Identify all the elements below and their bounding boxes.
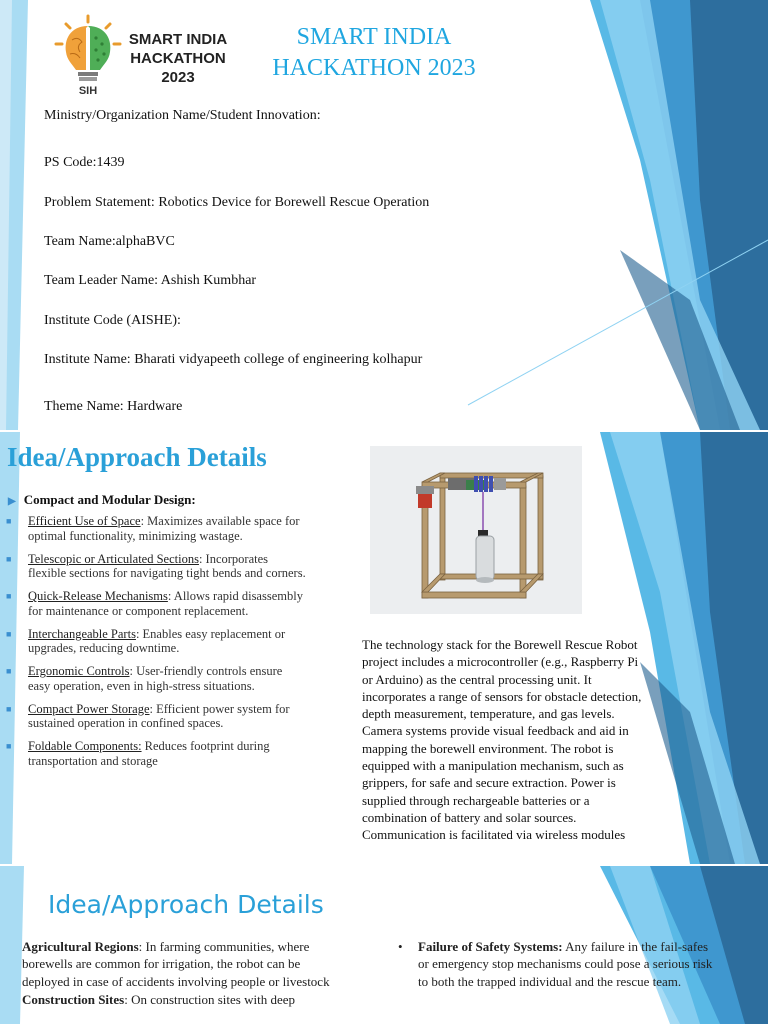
square-bullet-icon: ■ [6, 591, 12, 601]
section-heading: Idea/Approach Details [7, 442, 267, 472]
list-item: ■ Quick-Release Mechanisms: Allows rapid disassembly for maintenance or component replacement. [6, 589, 303, 618]
field-team-leader: Team Leader Name: Ashish Kumbhar [44, 273, 257, 288]
triangle-bullet-icon: ▶ [8, 496, 16, 507]
logo-wordmark: SMART INDIA HACKATHON 2023 [128, 31, 228, 86]
list-item: ■ Efficient Use of Space: Maximizes available space for optimal functionality, minimizing wastage. [6, 514, 300, 543]
robot-render-image [370, 446, 582, 614]
square-bullet-icon: ■ [6, 703, 12, 714]
page-title: SMART INDIA HACKATHON 2023 [272, 24, 476, 81]
square-bullet-icon: ■ [6, 741, 12, 751]
field-institute-name: Institute Name: Bharati vidyapeeth college of engineering kolhapur [44, 352, 423, 367]
field-institute-code: Institute Code (AISHE): [44, 313, 181, 328]
field-theme-name: Theme Name: Hardware [44, 399, 183, 414]
round-bullet-icon: • [398, 939, 403, 954]
slide-idea-approach-2 [0, 866, 768, 1024]
sih-logo [52, 14, 232, 98]
brain-bulb-icon [52, 14, 124, 98]
svg-text:SIH: SIH [78, 85, 98, 97]
field-problem-statement: Problem Statement: Robotics Device for Borewell Rescue Operation [44, 195, 430, 210]
feature-list [6, 514, 306, 777]
field-team-name: Team Name:alphaBVC [44, 234, 175, 249]
list-item: ■ Compact Power Storage: Efficient power system for sustained operation in confined spaces. [6, 701, 290, 730]
square-bullet-icon: ■ [6, 666, 12, 676]
square-bullet-icon: ■ [6, 628, 12, 639]
slide-title [0, 0, 768, 430]
field-ps-code: PS Code:1439 [44, 155, 125, 170]
list-item: ■ Foldable Components: Reduces footprint during transportation and storage [6, 739, 270, 768]
list-item: ■ Telescopic or Articulated Sections: Incorporates flexible sections for navigating tight bends and corners. [6, 551, 306, 580]
subheading: ▶ Compact and Modular Design: [8, 492, 196, 507]
list-item: ■ Ergonomic Controls: User-friendly controls ensure easy operation, even in high-stress situations. [6, 664, 283, 693]
slide-idea-approach [0, 432, 768, 864]
field-ministry: Ministry/Organization Name/Student Innovation: [44, 108, 321, 123]
list-item: ■ Interchangeable Parts: Enables easy replacement or upgrades, reducing downtime. [6, 626, 286, 655]
tech-stack-paragraph: The technology stack for the Borewell Rescue Robot project includes a microcontroller (e.g., Raspberry Pi or Arduino) as the central processing unit. It incorporates a range of sensors for obstacle detection, depth measurement, temperature, and gas levels. Camera systems provide visual feedback and aid in mapping the borewell environment. The robot is equipped with a manipulation mechanism, such as grippers, for safe and secure extraction. Power is supplied through rechargeable batteries or a combination of battery and solar sources. Communication is facilitated via wireless modules [362, 637, 642, 843]
right-column: • Failure of Safety Systems: Any failure in the fail-safes or emergency stop mechanisms could pose a serious risk to both the trapped individual and the rescue team. [398, 939, 713, 989]
square-bullet-icon: ■ [6, 516, 12, 526]
section-heading: Idea/Approach Details [48, 890, 324, 919]
left-column: Agricultural Regions: In farming communities, where borewells are common for irrigation, the robot can be deployed in case of accidents involving people or livestock Construction Sites: On construction sites with deep [22, 939, 330, 1007]
square-bullet-icon: ■ [6, 553, 12, 564]
